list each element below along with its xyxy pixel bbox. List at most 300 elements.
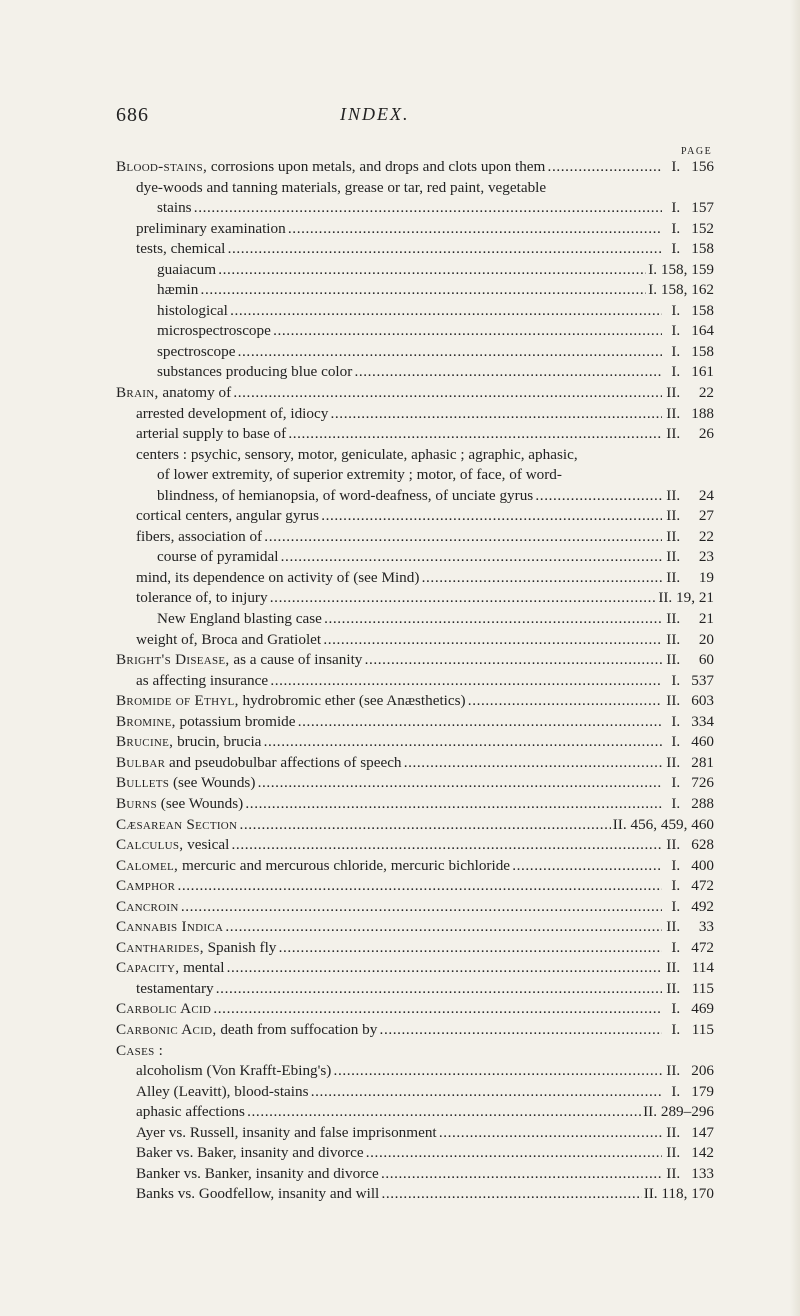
entry-heading: Cæsarean Section (116, 815, 238, 833)
volume-number: II. (612, 815, 627, 833)
entry-description: course of pyramidal (157, 548, 279, 566)
index-entries (116, 157, 714, 1205)
entry-reference (669, 999, 714, 1020)
index-entry (116, 999, 714, 1020)
page-reference: 142 (691, 1144, 714, 1162)
index-entry (116, 773, 714, 794)
entry-text (116, 650, 662, 671)
entry-text (116, 404, 662, 425)
entry-reference (669, 1020, 714, 1041)
volume-number: II. (666, 918, 681, 936)
volume-number: II. (666, 651, 681, 669)
entry-description: histological (157, 301, 228, 319)
entry-heading: Brucine, (116, 733, 174, 751)
index-entry (116, 671, 714, 692)
entry-text (116, 835, 662, 856)
page-edge (790, 0, 800, 1316)
volume-number: II. (643, 1185, 658, 1203)
volume-number: I. (671, 342, 681, 360)
entry-heading: Cannabis Indica (116, 918, 224, 936)
index-entry (116, 362, 714, 383)
entry-text (116, 219, 662, 240)
volume-number: II. (666, 1144, 681, 1162)
volume-number: I. (671, 199, 681, 217)
entry-text (116, 547, 662, 568)
index-entry (116, 609, 714, 630)
entry-reference (669, 794, 714, 815)
entry-text (116, 917, 662, 938)
page-reference: 460 (691, 733, 714, 751)
entry-description: preliminary examination (136, 219, 286, 237)
page-reference: 456, 459, 460 (630, 815, 714, 833)
entry-text (116, 1102, 662, 1123)
index-entry (116, 486, 714, 507)
entry-reference (611, 815, 714, 836)
page-reference: 400 (691, 856, 714, 874)
page-reference: 147 (691, 1123, 714, 1141)
volume-number: II. (666, 1062, 681, 1080)
index-entry (116, 383, 714, 404)
entry-description: potassium bromide (175, 712, 296, 730)
index-entry (116, 527, 714, 548)
volume-number: II. (666, 568, 681, 586)
entry-description: aphasic affections (136, 1103, 245, 1121)
running-title: INDEX. (340, 104, 410, 124)
entry-text (116, 321, 662, 342)
entry-text (116, 1164, 662, 1185)
entry-reference (656, 588, 714, 609)
entry-text (116, 424, 662, 445)
entry-heading: Cantharides, (116, 938, 204, 956)
page-reference: 156 (691, 158, 714, 175)
page-reference: 158 (691, 240, 714, 258)
volume-number: II. (658, 589, 673, 607)
page-reference: 472 (691, 877, 714, 895)
page-reference: 469 (691, 1000, 714, 1018)
entry-description: brucin, brucia (173, 733, 262, 751)
entry-description: Baker vs. Baker, insanity and divorce (136, 1144, 364, 1162)
entry-reference (669, 362, 714, 383)
page-reference: 114 (691, 959, 714, 977)
page-reference: 164 (691, 322, 714, 340)
entry-text (116, 1020, 662, 1041)
entry-text (116, 897, 662, 918)
volume-number: I. (671, 897, 681, 915)
volume-number: I. (671, 1020, 681, 1038)
volume-number: II. (666, 753, 681, 771)
entry-reference (664, 630, 714, 651)
index-entry (116, 465, 714, 486)
entry-reference (664, 650, 714, 671)
volume-number: I. (671, 774, 681, 792)
entry-text (116, 486, 662, 507)
entry-text (116, 260, 662, 281)
volume-number: I. (671, 938, 681, 956)
index-entry (116, 1082, 714, 1103)
index-entry (116, 1164, 714, 1185)
entry-description: Alley (Leavitt), blood-stains (136, 1082, 309, 1100)
index-entry (116, 897, 714, 918)
entry-description: arrested development of, idiocy (136, 404, 329, 422)
volume-number: II. (666, 425, 681, 443)
index-entry (116, 445, 714, 466)
page-reference: 161 (691, 363, 714, 381)
entry-reference (669, 897, 714, 918)
volume-number: I. (648, 281, 658, 299)
index-entry (116, 178, 714, 199)
entry-text (116, 958, 662, 979)
entry-description: as affecting insurance (136, 671, 269, 689)
page-reference: 537 (691, 671, 714, 689)
page-reference: 726 (691, 774, 714, 792)
entry-text (116, 876, 662, 897)
entry-heading: Carbonic Acid, (116, 1020, 217, 1038)
entry-description: hæmin (157, 281, 199, 299)
entry-reference (664, 547, 714, 568)
entry-text (116, 1123, 662, 1144)
index-entry (116, 260, 714, 281)
entry-description: anatomy of (158, 384, 232, 402)
entry-heading: Calculus, (116, 836, 184, 854)
index-entry (116, 424, 714, 445)
page-reference: 158 (691, 301, 714, 319)
entry-reference (669, 157, 714, 178)
entry-description: death from suffocation by (216, 1020, 378, 1038)
page-reference: 152 (691, 219, 714, 237)
entry-text (116, 773, 662, 794)
page-reference: 115 (691, 979, 714, 997)
volume-number: II. (666, 507, 681, 525)
entry-text (116, 1061, 662, 1082)
index-entry (116, 506, 714, 527)
entry-text (116, 239, 662, 260)
entry-heading: Brain, (116, 384, 159, 402)
volume-number: I. (671, 794, 681, 812)
volume-number: II. (666, 1164, 681, 1182)
entry-description: arterial supply to base of (136, 425, 287, 443)
entry-description: blindness, of hemianopsia, of word-deafness, of unciate gyrus (157, 486, 534, 504)
entry-reference (664, 917, 714, 938)
entry-text (116, 157, 662, 178)
entry-heading: Bulbar (116, 753, 166, 771)
index-entry (116, 815, 714, 836)
index-entry (116, 568, 714, 589)
page-reference: 22 (698, 384, 714, 402)
entry-description: of lower extremity, of superior extremity ; motor, of face, of word- (157, 466, 562, 484)
volume-number: I. (671, 856, 681, 874)
entry-description: Ayer vs. Russell, insanity and false imprisonment (136, 1123, 437, 1141)
page-reference: 115 (691, 1020, 714, 1038)
volume-number: II. (666, 836, 681, 854)
index-entry (116, 239, 714, 260)
entry-text (116, 588, 662, 609)
entry-description: hydrobromic ether (see Anæsthetics) (238, 692, 466, 710)
entry-reference (664, 609, 714, 630)
entry-reference (669, 219, 714, 240)
index-entry (116, 1041, 714, 1062)
entry-heading: Carbolic Acid (116, 1000, 212, 1018)
page-number: 686 (116, 104, 149, 126)
entry-heading: Bright's Disease, (116, 651, 230, 669)
volume-number: II. (666, 384, 681, 402)
volume-number: II. (666, 486, 681, 504)
page-reference: 206 (691, 1062, 714, 1080)
entry-reference (664, 1164, 714, 1185)
entry-reference (669, 301, 714, 322)
entry-reference (664, 568, 714, 589)
entry-reference (664, 691, 714, 712)
entry-reference (669, 773, 714, 794)
entry-heading: Cancroin (116, 897, 179, 915)
entry-text (116, 691, 662, 712)
page-reference: 19, 21 (676, 589, 714, 607)
entry-description: Banker vs. Banker, insanity and divorce (136, 1164, 379, 1182)
entry-text (116, 1143, 662, 1164)
page-reference: 20 (698, 630, 714, 648)
index-entry (116, 280, 714, 301)
index-entry (116, 1123, 714, 1144)
volume-number: I. (671, 219, 681, 237)
entry-reference (669, 732, 714, 753)
page-reference: 24 (698, 486, 714, 504)
index-entry (116, 219, 714, 240)
volume-number: I. (648, 260, 658, 278)
entry-description: guaiacum (157, 260, 217, 278)
page-reference: 157 (691, 199, 714, 217)
entry-description: weight of, Broca and Gratiolet (136, 630, 322, 648)
index-entry (116, 917, 714, 938)
index-entry (116, 198, 714, 219)
entry-reference (669, 321, 714, 342)
volume-number: I. (671, 363, 681, 381)
entry-text (116, 301, 662, 322)
page-reference: 21 (698, 610, 714, 628)
entry-heading: Blood-stains, (116, 158, 208, 175)
index-entry (116, 691, 714, 712)
entry-text (116, 280, 662, 301)
page-reference: 33 (698, 918, 714, 936)
entry-reference (664, 383, 714, 404)
entry-text (116, 198, 662, 219)
entry-reference (664, 979, 714, 1000)
entry-text (116, 712, 662, 733)
entry-reference (664, 753, 714, 774)
entry-reference (664, 1123, 714, 1144)
entry-reference (669, 712, 714, 733)
entry-description: Banks vs. Goodfellow, insanity and will (136, 1185, 380, 1203)
entry-text (116, 979, 662, 1000)
volume-number: I. (671, 671, 681, 689)
volume-number: I. (671, 712, 681, 730)
entry-reference (664, 424, 714, 445)
entry-text (116, 732, 662, 753)
entry-description: cortical centers, angular gyrus (136, 507, 320, 525)
entry-reference (664, 506, 714, 527)
entry-description: corrosions upon metals, and drops and clots upon them (207, 158, 546, 175)
entry-reference (664, 958, 714, 979)
entry-text (116, 178, 662, 199)
page-reference: 133 (691, 1164, 714, 1182)
entry-heading: Bullets (116, 774, 170, 792)
entry-reference (669, 876, 714, 897)
page-reference: 19 (698, 568, 714, 586)
entry-heading: Capacity, (116, 959, 180, 977)
volume-number: II. (666, 610, 681, 628)
entry-reference (664, 486, 714, 507)
entry-description: testamentary (136, 979, 214, 997)
entry-reference (669, 671, 714, 692)
page-column-label: PAGE (681, 146, 713, 157)
entry-text (116, 527, 662, 548)
entry-reference (646, 260, 714, 281)
page-reference: 188 (691, 404, 714, 422)
entry-text (116, 609, 662, 630)
volume-number: II. (666, 959, 681, 977)
entry-heading: Cases : (116, 1041, 164, 1059)
page-reference: 334 (691, 712, 714, 730)
entry-description: vesical (183, 836, 230, 854)
index-entry (116, 753, 714, 774)
page-reference: 60 (698, 651, 714, 669)
volume-number: II. (666, 630, 681, 648)
volume-number: II. (666, 692, 681, 710)
entry-heading: Burns (116, 794, 157, 812)
entry-text (116, 753, 662, 774)
entry-reference (664, 404, 714, 425)
entry-text (116, 1041, 662, 1062)
entry-description: alcoholism (Von Krafft-Ebing's) (136, 1062, 332, 1080)
page-reference: 27 (698, 507, 714, 525)
entry-description: as a cause of insanity (229, 651, 363, 669)
entry-reference (646, 280, 714, 301)
index-entry (116, 938, 714, 959)
entry-description: tolerance of, to injury (136, 589, 268, 607)
index-entry (116, 301, 714, 322)
entry-description: fibers, association of (136, 527, 263, 545)
entry-description: and pseudobulbar affections of speech (165, 753, 402, 771)
entry-description: tests, chemical (136, 240, 226, 258)
index-entry (116, 835, 714, 856)
index-entry (116, 1020, 714, 1041)
page-reference: 281 (691, 753, 714, 771)
entry-description: Spanish fly (203, 938, 277, 956)
entry-text (116, 794, 662, 815)
volume-number: I. (671, 301, 681, 319)
entry-description: (see Wounds) (169, 774, 256, 792)
page-header (116, 104, 716, 128)
entry-description: (see Wounds) (156, 794, 244, 812)
entry-text (116, 938, 662, 959)
entry-reference (664, 527, 714, 548)
entry-description: mind, its dependence on activity of (see Mind) (136, 568, 420, 586)
page-reference: 26 (698, 425, 714, 443)
volume-number: I. (671, 240, 681, 258)
index-entry (116, 342, 714, 363)
index-entry (116, 1143, 714, 1164)
entry-reference (669, 1082, 714, 1103)
volume-number: II. (643, 1103, 658, 1121)
entry-text (116, 568, 662, 589)
entry-text (116, 506, 662, 527)
volume-number: II. (666, 404, 681, 422)
page-reference: 22 (698, 527, 714, 545)
volume-number: I. (671, 322, 681, 340)
entry-reference (669, 239, 714, 260)
volume-number: II. (666, 548, 681, 566)
page-reference: 23 (698, 548, 714, 566)
entry-text (116, 630, 662, 651)
page-reference: 472 (691, 938, 714, 956)
entry-text (116, 465, 662, 486)
entry-text (116, 999, 662, 1020)
volume-number: I. (671, 158, 681, 175)
index-entry (116, 404, 714, 425)
entry-description: mercuric and mercurous chloride, mercuric bichloride (178, 856, 511, 874)
entry-reference (669, 342, 714, 363)
volume-number: I. (671, 733, 681, 751)
page-reference: 288 (691, 794, 714, 812)
index-entry (116, 321, 714, 342)
entry-description: substances producing blue color (157, 363, 353, 381)
entry-text (116, 671, 662, 692)
entry-description: New England blasting case (157, 610, 322, 628)
index-entry (116, 732, 714, 753)
entry-reference (664, 1143, 714, 1164)
entry-text (116, 1184, 662, 1205)
entry-text (116, 1082, 662, 1103)
index-entry (116, 630, 714, 651)
page-reference: 628 (691, 836, 714, 854)
page-reference: 289–296 (660, 1103, 714, 1121)
entry-text (116, 342, 662, 363)
entry-text (116, 383, 662, 404)
index-entry (116, 157, 714, 178)
entry-text (116, 856, 662, 877)
entry-heading: Camphor (116, 877, 176, 895)
entry-reference (669, 938, 714, 959)
volume-number: II. (666, 979, 681, 997)
index-entry (116, 876, 714, 897)
entry-heading: Calomel, (116, 856, 179, 874)
index-entry (116, 1102, 714, 1123)
entry-text (116, 362, 662, 383)
index-entry (116, 856, 714, 877)
page-reference: 158 (691, 342, 714, 360)
page-reference: 492 (691, 897, 714, 915)
page-reference: 158, 162 (660, 281, 714, 299)
index-entry (116, 650, 714, 671)
index-entry (116, 979, 714, 1000)
entry-reference (641, 1102, 714, 1123)
entry-text (116, 445, 662, 466)
entry-description: dye-woods and tanning materials, grease or tar, red paint, vegetable (136, 178, 547, 196)
page-reference: 158, 159 (660, 260, 714, 278)
index-entry (116, 958, 714, 979)
entry-reference (664, 1061, 714, 1082)
volume-number: I. (671, 1000, 681, 1018)
volume-number: I. (671, 1082, 681, 1100)
entry-text (116, 815, 662, 836)
page-reference: 118, 170 (661, 1185, 714, 1203)
entry-reference (669, 198, 714, 219)
volume-number: I. (671, 877, 681, 895)
entry-reference (664, 835, 714, 856)
volume-number: II. (666, 1123, 681, 1141)
entry-description: spectroscope (157, 342, 236, 360)
index-entry (116, 1061, 714, 1082)
entry-description: microspectroscope (157, 322, 271, 340)
entry-reference (642, 1184, 714, 1205)
